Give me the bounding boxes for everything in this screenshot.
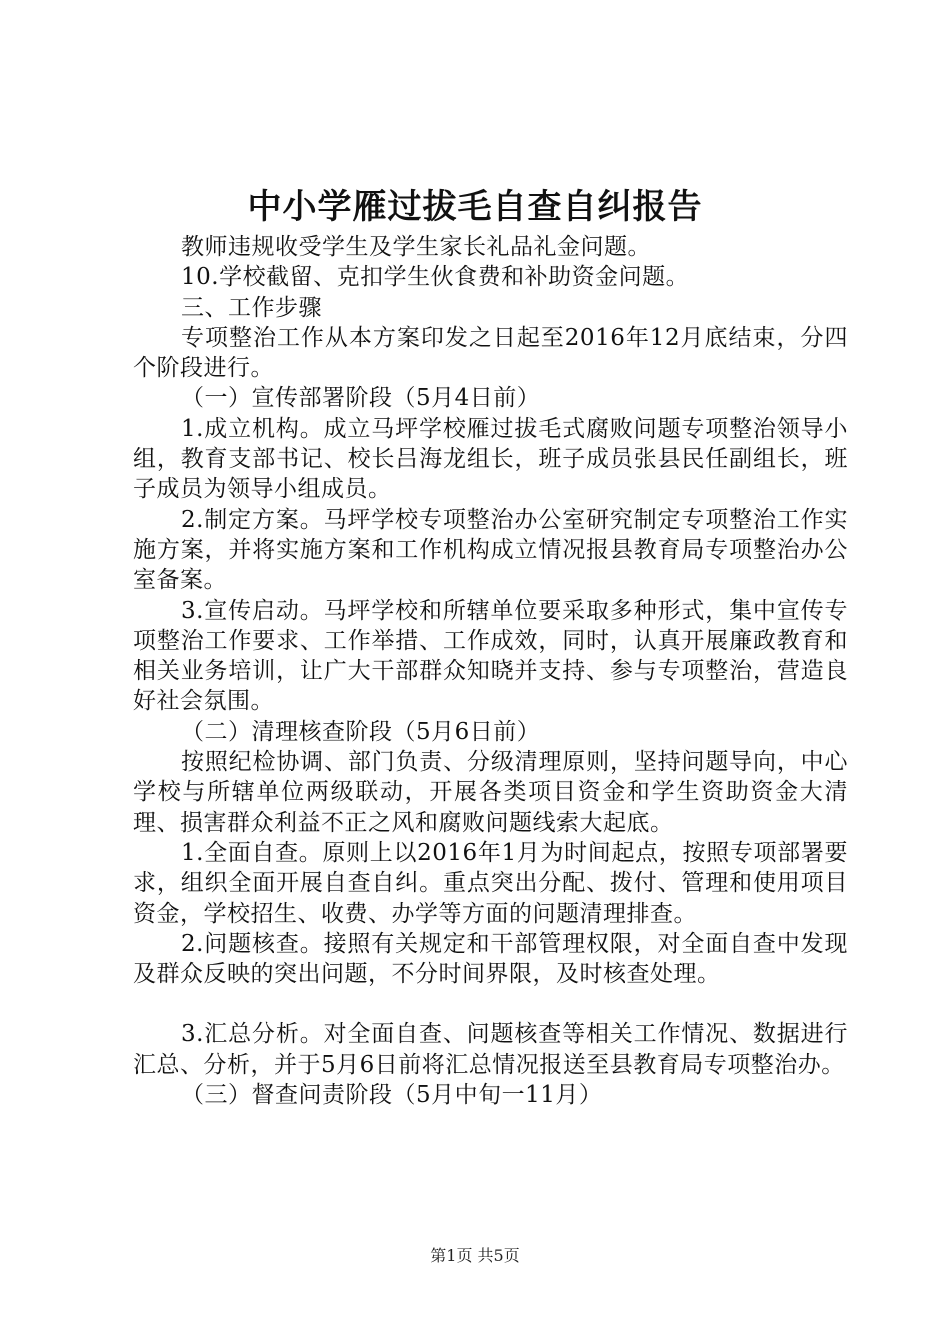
paragraph: 3.汇总分析。对全面自查、问题核查等相关工作情况、数据进行汇总、分析，并于5月6日前将汇总情况报送至县教育局专项整治办。: [133, 1021, 848, 1078]
document-title: 中小学雁过拔毛自查自纠报告: [247, 187, 703, 227]
paragraph: 2.制定方案。马坪学校专项整治办公室研究制定专项整治工作实施方案，并将实施方案和工作机构成立情况报县教育局专项整治办公室备案。: [133, 506, 848, 594]
section-heading: 三、工作步骤: [181, 294, 322, 321]
document-body: [133, 232, 848, 1110]
paragraph: 教师违规收受学生及学生家长礼品礼金问题。: [181, 234, 651, 260]
paragraph: 按照纪检协调、部门负责、分级清理原则，坚持问题导向，中心学校与所辖单位两级联动，开展各类项目资金和学生资助资金大清理、损害群众利益不正之风和腐败问题线索大起底。: [133, 749, 848, 836]
paragraph: 10.学校截留、克扣学生伙食费和补助资金问题。: [181, 264, 690, 291]
paragraph: 专项整治工作从本方案印发之日起至2016年12月底结束，分四个阶段进行。: [133, 324, 848, 382]
subsection-heading: （一）宣传部署阶段（5月4日前）: [181, 385, 541, 412]
subsection-heading: （二）清理核查阶段（5月6日前）: [181, 718, 541, 745]
paragraph: 3.宣传启动。马坪学校和所辖单位要采取多种形式，集中宣传专项整治工作要求、工作举措、工作成效，同时，认真开展廉政教育和相关业务培训，让广大干部群众知晓并支持、参与专项整治，营造良好社会氛围。: [133, 597, 848, 715]
paragraph: 2.问题核查。接照有关规定和干部管理权限，对全面自查中发现及群众反映的突出问题，不分时间界限，及时核查处理。: [133, 930, 848, 988]
paragraph: 1.成立机构。成立马坪学校雁过拔毛式腐败问题专项整治领导小组，教育支部书记、校长吕海龙组长，班子成员张县民任副组长，班子成员为领导小组成员。: [133, 415, 848, 503]
page-number-footer: 第1页 共5页: [430, 1246, 520, 1265]
subsection-heading: （三）督查问责阶段（5月中旬一11月）: [181, 1082, 603, 1109]
paragraph: 1.全面自查。原则上以2016年1月为时间起点，按照专项部署要求，组织全面开展自查自纠。重点突出分配、拨付、管理和使用项目资金，学校招生、收费、办学等方面的问题清理排查。: [133, 839, 848, 927]
blank-line: [133, 989, 848, 1019]
